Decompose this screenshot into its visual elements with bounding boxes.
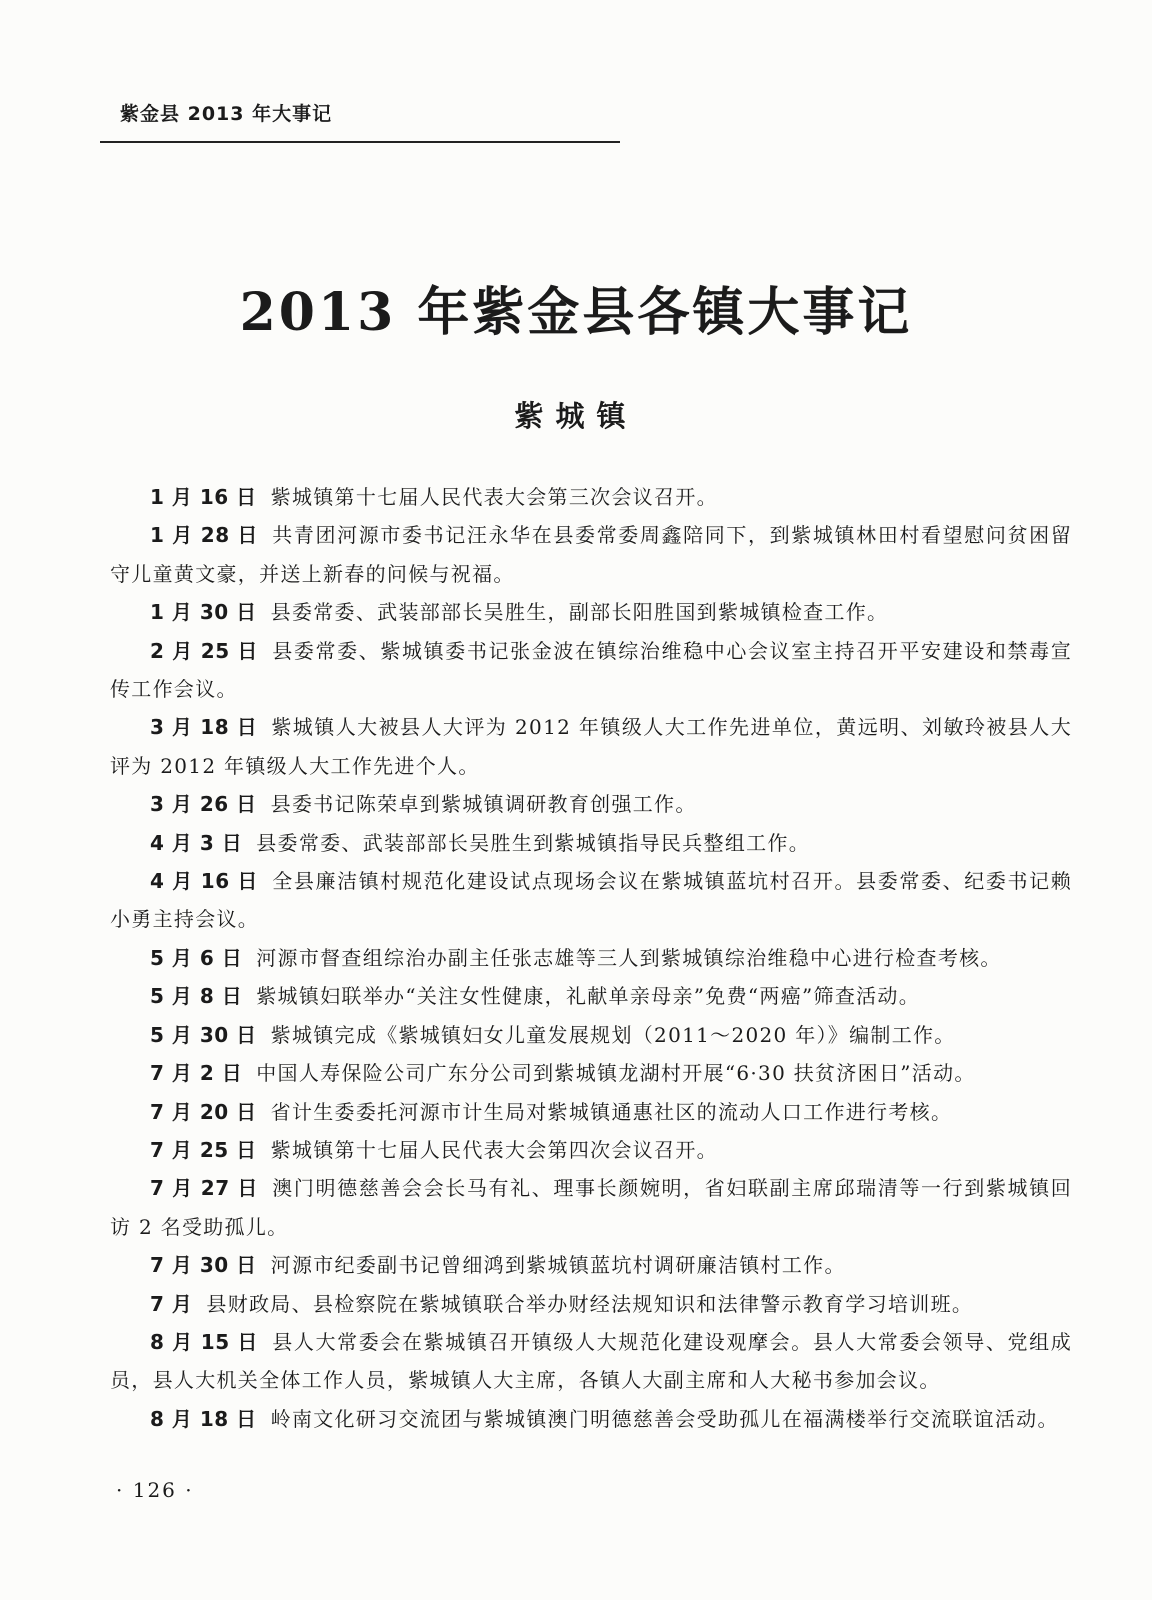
event-date: 8 月 18 日: [150, 1406, 257, 1431]
event-text: 紫城镇第十七届人民代表大会第三次会议召开。: [270, 485, 718, 509]
event-date: 4 月 16 日: [150, 869, 259, 894]
event-entry: [110, 862, 1072, 939]
event-date: 3 月 18 日: [150, 715, 258, 740]
event-text: 紫城镇第十七届人民代表大会第四次会议召开。: [270, 1137, 718, 1162]
event-list: [110, 478, 1072, 1438]
event-entry: [110, 1054, 1072, 1092]
event-date: 1 月 30 日: [150, 600, 257, 625]
event-text: 澳门明德慈善会会长马有礼、理事长颜婉明，省妇联副主席邱瑞清等一行到紫城镇回访 2 名受助孤儿。: [110, 1176, 1072, 1239]
event-text: 岭南文化研习交流团与紫城镇澳门明德慈善会受助孤儿在福满楼举行交流联谊活动。: [270, 1406, 1059, 1431]
event-text: 县委常委、武装部部长吴胜生，副部长阳胜国到紫城镇检查工作。: [270, 600, 889, 625]
event-entry: [110, 1131, 1072, 1169]
event-text: 县委书记陈荣卓到紫城镇调研教育创强工作。: [270, 792, 697, 817]
event-entry: [110, 516, 1072, 593]
event-text: 县委常委、武装部部长吴胜生到紫城镇指导民兵整组工作。: [256, 830, 811, 855]
page-number: · 126 ·: [116, 1478, 194, 1502]
event-entry: [110, 977, 1072, 1015]
event-date: 7 月 2 日: [150, 1061, 243, 1086]
event-date: 8 月 15 日: [150, 1329, 259, 1354]
event-entry: [110, 1285, 1072, 1323]
event-text: 中国人寿保险公司广东分公司到紫城镇龙湖村开展“6·30 扶贫济困日”活动。: [256, 1061, 976, 1086]
event-date: 5 月 30 日: [150, 1022, 257, 1047]
event-text: 县委常委、紫城镇委书记张金波在镇综治维稳中心会议室主持召开平安建设和禁毒宣传工作会议。: [110, 638, 1072, 702]
event-text: 省计生委委托河源市计生局对紫城镇通惠社区的流动人口工作进行考核。: [270, 1099, 953, 1124]
event-date: 5 月 6 日: [150, 945, 243, 970]
event-entry: [110, 593, 1072, 631]
event-text: 紫城镇完成《紫城镇妇女儿童发展规划（2011～2020 年）》编制工作。: [270, 1022, 956, 1047]
event-text: 县人大常委会在紫城镇召开镇级人大规范化建设观摩会。县人大常委会领导、党组成员，县人大机关全体工作人员，紫城镇人大主席，各镇人大副主席和人大秘书参加会议。: [110, 1329, 1072, 1393]
event-text: 紫城镇人大被县人大评为 2012 年镇级人大工作先进单位，黄远明、刘敏玲被县人大评为 2012 年镇级人大工作先进个人。: [110, 715, 1072, 778]
event-date: 3 月 26 日: [150, 792, 257, 817]
event-date: 7 月 27 日: [150, 1176, 259, 1201]
event-entry: [110, 1246, 1072, 1284]
running-head: 紫金县 2013 年大事记: [120, 103, 333, 125]
event-date: 7 月 25 日: [150, 1137, 257, 1162]
event-entry: [110, 1400, 1072, 1438]
event-date: 1 月 16 日: [150, 485, 257, 509]
event-date: 1 月 28 日: [150, 523, 259, 548]
event-entry: [110, 1093, 1072, 1131]
event-entry: [110, 939, 1072, 977]
event-entry: [110, 478, 1072, 516]
event-entry: [110, 785, 1072, 823]
event-date: 7 月 30 日: [150, 1253, 257, 1278]
event-entry: [110, 824, 1072, 862]
section-title: 紫城镇: [514, 399, 638, 433]
event-entry: [110, 632, 1072, 709]
page-title: 2013 年紫金县各镇大事记: [239, 282, 913, 343]
event-text: 河源市纪委副书记曾细鸿到紫城镇蓝坑村调研廉洁镇村工作。: [270, 1253, 846, 1278]
event-text: 河源市督查组综治办副主任张志雄等三人到紫城镇综治维稳中心进行检查考核。: [256, 945, 1002, 970]
event-entry: [110, 1169, 1072, 1246]
event-entry: [110, 708, 1072, 785]
event-entry: [110, 1016, 1072, 1054]
event-text: 共青团河源市委书记汪永华在县委常委周鑫陪同下，到紫城镇林田村看望慰问贫困留守儿童黄文豪，并送上新春的问候与祝福。: [110, 523, 1072, 586]
event-date: 7 月: [150, 1291, 193, 1316]
event-entry: [110, 1323, 1072, 1400]
header-rule: [100, 141, 620, 143]
event-text: 紫城镇妇联举办“关注女性健康，礼献单亲母亲”免费“两癌”筛查活动。: [256, 984, 921, 1009]
event-text: 全县廉洁镇村规范化建设试点现场会议在紫城镇蓝坑村召开。县委常委、纪委书记赖小勇主持会议。: [110, 869, 1072, 932]
event-date: 5 月 8 日: [150, 984, 243, 1009]
event-date: 4 月 3 日: [150, 830, 243, 855]
event-date: 2 月 25 日: [150, 638, 259, 663]
event-text: 县财政局、县检察院在紫城镇联合举办财经法规知识和法律警示教育学习培训班。: [206, 1291, 974, 1316]
event-date: 7 月 20 日: [150, 1099, 257, 1124]
